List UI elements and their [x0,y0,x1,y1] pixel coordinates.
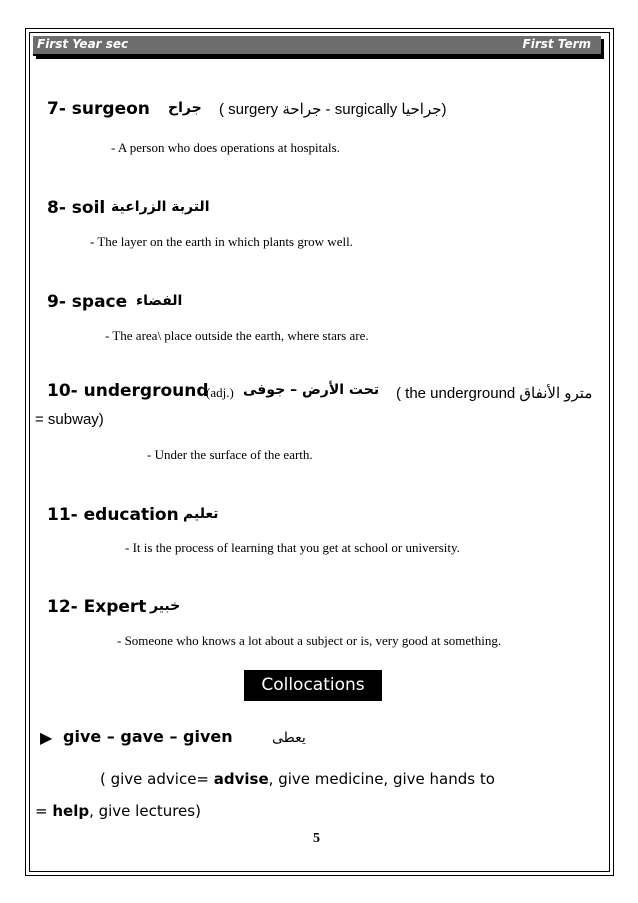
definition-education: - It is the process of learning that you get at school or university. [125,540,460,555]
collocation-line-2 [35,802,201,820]
definition-underground: - Under the surface of the earth. [147,447,313,462]
line1-suffix: , give medicine, give hands to [268,770,495,788]
bullet-triangle-icon: ▶ [40,728,53,747]
header-bar [33,36,601,56]
arabic-education: تعليم [183,506,219,522]
definition-expert: - Someone who knows a lot about a subject or is, very good at something. [117,633,502,648]
derivation-underground-1: ( the underground مترو الأنفاق [396,385,593,402]
verb-forms: give – gave – given [63,727,233,746]
arabic-space: الفضاء [136,293,183,309]
page-border-inner [29,32,610,872]
definition-soil: - The layer on the earth in which plants grow well. [90,234,353,249]
derivation-underground-2: = subway) [35,411,104,428]
term-underground: 10- underground [47,381,209,401]
term-surgeon: 7- surgeon [47,99,150,119]
verb-arabic: يعطى [272,730,306,746]
term-space: 9- space [47,292,128,312]
arabic-underground: تحت الأرض – جوفى [243,382,380,398]
line2-suffix: , give lectures) [89,802,201,820]
collocations-title: Collocations [244,670,382,701]
term-education: 11- education [47,505,179,525]
header-term: First Term [522,37,591,51]
arabic-soil: التربة الزراعية [111,199,210,215]
arabic-expert: خبير [150,598,181,614]
adj-underground: (adj.) [206,385,234,400]
definition-surgeon: - A person who does operations at hospitals. [111,140,340,155]
definition-space: - The area\ place outside the earth, where stars are. [105,328,369,343]
term-expert: 12- Expert [47,597,147,617]
line1-prefix: ( give advice= [100,770,214,788]
collocation-line-1 [100,770,495,788]
term-soil: 8- soil [47,198,106,218]
line2-bold: help [52,802,90,820]
page-number: 5 [313,831,320,846]
derivation-surgeon: ( surgery جراحة - surgically جراحيا) [219,101,447,118]
header-year: First Year sec [37,37,129,51]
arabic-surgeon: جراح [168,100,202,116]
line1-bold: advise [213,770,269,788]
line2-prefix: = [35,802,53,820]
